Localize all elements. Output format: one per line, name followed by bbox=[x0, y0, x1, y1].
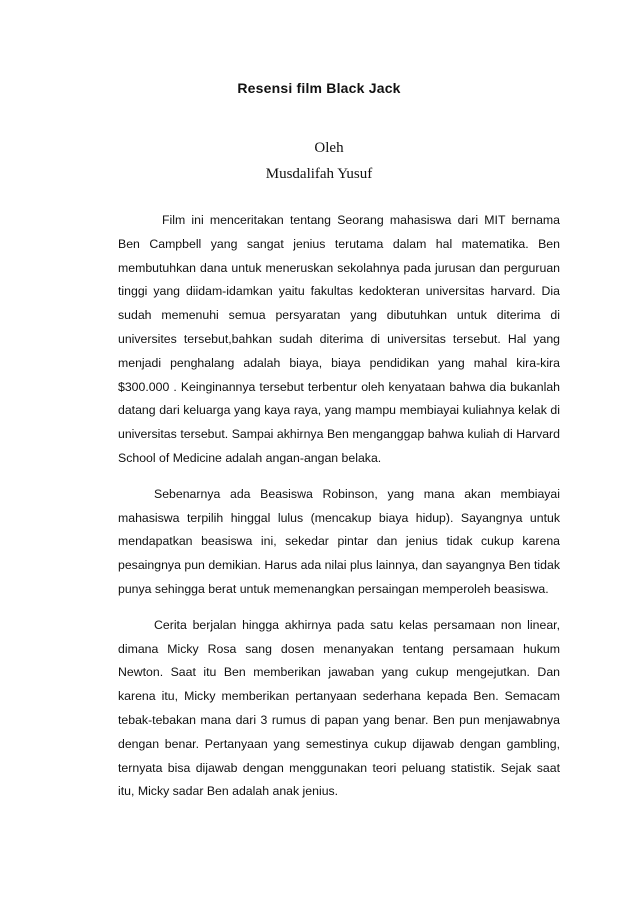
paragraph: Cerita berjalan hingga akhirnya pada satu kelas persamaan non linear, dimana Micky Rosa sang dosen menanyakan tentang persamaan hukum Newton. Saat itu Ben memberikan jawaban yang cukup mengejutkan. Dan karena itu, Micky memberikan pertanyaan sederhana kepada Ben. Semacam tebak-tebakan mana dari 3 rumus di papan yang benar. Ben pun menjawabnya dengan benar. Pertanyaan yang semestinya cukup dijawab dengan gambling, ternyata bisa dijawab dengan menggunakan teori peluang statistik. Sejak saat itu, Micky sadar Ben adalah anak jenius. bbox=[118, 617, 560, 799]
author-name: Musdalifah Yusuf bbox=[265, 166, 373, 182]
paragraph: Film ini menceritakan tentang Seorang mahasiswa dari MIT bernama Ben Campbell yang sangat jenius terutama dalam hal matematika. Ben membutuhkan dana untuk meneruskan sekolahnya pada jurusan dan perguruan tinggi yang diidam-idamkan yaitu fakultas kedokteran universitas harvard. Dia sudah memenuhi semua persyaratan yang dibutuhkan untuk diterima di universites tersebut,bahkan sudah diterima di universitas tersebut. Hal yang menjadi penghalang adalah biaya, biaya pendidikan yang mahal kira-kira $300.000 . Keinginannya tersebut terbentur oleh kenyataan bahwa dia bukanlah datang dari keluarga yang kaya raya, yang mampu membiayai kuliahnya kelak di universitas tersebut. Sampai akhirnya Ben menganggap bahwa kuliah di Harvard School of Medicine adalah angan-angan belaka. bbox=[118, 213, 560, 465]
document-body bbox=[118, 209, 560, 804]
document-title: Resensi film Black Jack bbox=[237, 80, 401, 96]
byline-label: Oleh bbox=[314, 140, 344, 156]
paragraph: Sebenarnya ada Beasiswa Robinson, yang mana akan membiayai mahasiswa terpilih hinggal lulus (mencakup biaya hidup). Sayangnya untuk mendapatkan beasiswa ini, sekedar pintar dan jenius tidak cukup karena pesaingnya pun demikian. Harus ada nilai plus lainnya, dan sayangnya Ben tidak punya sehingga berat untuk memenangkan persaingan memperoleh beasiswa. bbox=[118, 486, 560, 596]
